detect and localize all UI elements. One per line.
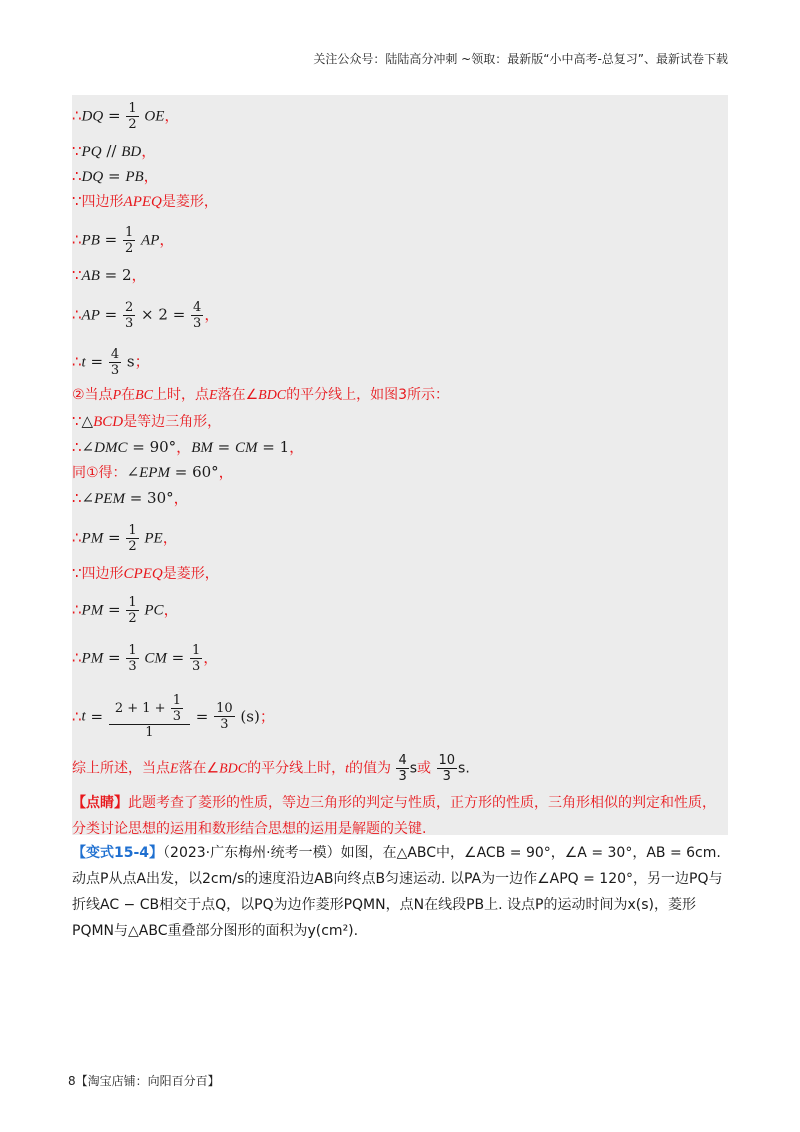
solution-line: ∴PM = $\frac{1}{3}$ CM = $\frac{1}{3}$ ，: [72, 643, 219, 674]
variant-text: （2023·广东梅州·统考一模）如图，在△ABC中，∠ACB = 90°，∠A = 30°，AB = 6cm. 动点P从点A出发，以2cm/s的速度沿边AB向终点B匀速运动. 以PA为一边作∠APQ = 120°，另一边PQ与折线AC − CB相交于点Q，以PQ为边作菱形PQMN，点N在线段PB上. 设点P的运动时间为x(s)，菱形PQMN与△ABC重叠部分图形的面积为y(cm²).: [72, 845, 723, 939]
solution-block: [72, 95, 728, 835]
page-footer: 8【淘宝店铺：向阳百分百】: [68, 1074, 220, 1088]
variant-label: 【变式15-4】: [72, 845, 164, 861]
solution-line: ∴PM = $\frac{1}{2}$ PC，: [72, 595, 179, 626]
page-header: 关注公众号：陆陆高分冲刺 ~领取：最新版“小中高考-总复习”、最新试卷下载: [313, 52, 728, 66]
solution-line: ∵AB = 2，: [72, 266, 147, 284]
solution-line: ∴DQ = PB，: [72, 167, 159, 185]
solution-line: ∵PQ // BD，: [72, 142, 157, 160]
variant-problem: [72, 840, 732, 944]
solution-line: ∴DQ = $\frac{1}{2}$ OE，: [72, 101, 180, 132]
solution-line: ∵四边形APEQ是菱形，: [72, 192, 218, 210]
comment-label: 【点睛】: [72, 795, 128, 811]
solution-line: ∴t = 2 + 1 + $\frac{1}{3}$ 1 = $\frac{10}{3}$ (s)；: [72, 693, 275, 740]
solution-line: ∴AP = $\frac{2}{3}$ × 2 = $\frac{4}{3}$ ，: [72, 300, 220, 331]
solution-line: 综上所述，当点E落在∠BDC的平分线上时，t的值为 $\frac{4}{3}$ s或 $\frac{10}{3}$ s.: [72, 753, 470, 784]
comment-text: 此题考查了菱形的性质，等边三角形的判定与性质，正方形的性质，三角形相似的判定和性质，分类讨论思想的运用和数形结合思想的运用是解题的关键.: [72, 795, 716, 837]
solution-line: ∴t = $\frac{4}{3}$ s；: [72, 347, 150, 378]
comment-note: [72, 790, 728, 842]
solution-line: ∵△BCD是等边三角形，: [72, 412, 222, 430]
solution-line: ∵四边形CPEQ是菱形，: [72, 564, 219, 582]
solution-line: 同①得：∠EPM = 60°，: [72, 463, 234, 481]
solution-line: ∴∠PEM = 30°，: [72, 489, 189, 507]
solution-line: ∴PB = $\frac{1}{2}$ AP，: [72, 225, 175, 256]
solution-line: ∴∠DMC = 90°，BM = CM = 1，: [72, 438, 305, 456]
solution-line: ②当点P在BC上时，点E落在∠BDC的平分线上，如图3所示：: [72, 387, 450, 403]
solution-line: ∴PM = $\frac{1}{2}$ PE，: [72, 523, 178, 554]
